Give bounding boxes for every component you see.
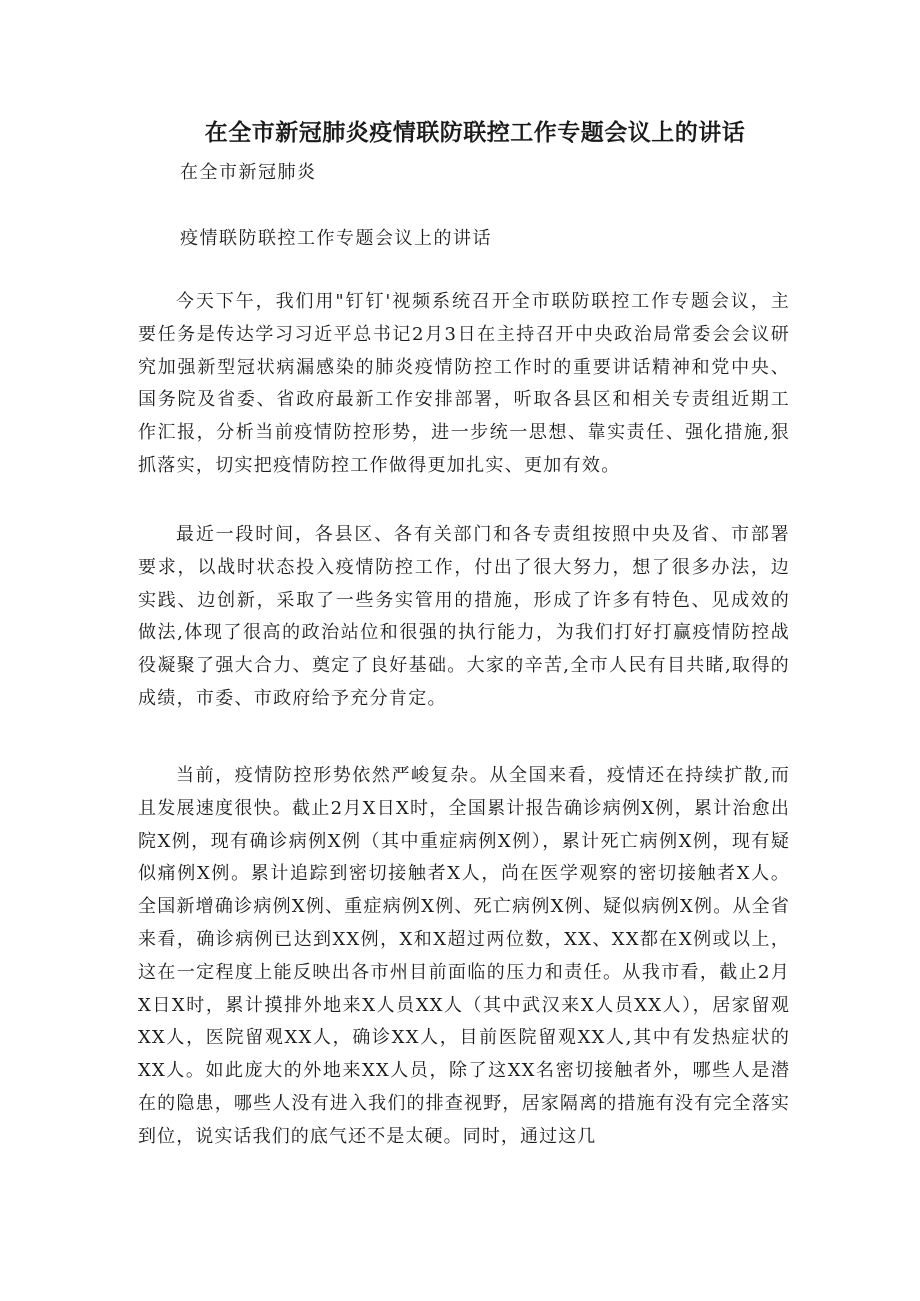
body-paragraph-2: 最近一段时间，各县区、各有关部门和各专责组按照中央及省、市部署要求，以战时状态投入疫情防控工作，付出了很大努力，想了很多办法，边实践、边创新，采取了一些务实管用的措施，形成了许多有特色、见成效的做法,体现了很高的政治站位和很强的执行能力，为我们打好打赢疫情防控战役凝聚了强大合力、奠定了良好基础。大家的辛苦,全市人民有目共睹,取得的成绩，市委、市政府给予充分肯定。 bbox=[138, 524, 790, 709]
document-title: 在全市新冠肺炎疫情联防联控工作专题会议上的讲话 bbox=[204, 120, 746, 146]
body-paragraph-3: 当前，疫情防控形势依然严峻复杂。从全国来看，疫情还在持续扩散,而且发展速度很快。截止2月X日X时，全国累计报告确诊病例X例，累计治愈出院X例，现有确诊病例X例（其中重症病例X例），累计死亡病例X例，现有疑似痛例X例。累计追踪到密切接触者X人，尚在医学观察的密切接触者X人。全国新增确诊病例X例、重症病例X例、死亡病例X例、疑似病例X例。从全省来看，确诊病例已达到XX例，X和X超过两位数，XX、XX都在X例或以上，这在一定程度上能反映出各市州目前面临的压力和责任。从我市看，截止2月X日X时，累计摸排外地来X人员XX人（其中武汉来X人员XX人），居家留观XX人，医院留观XX人，确诊XX人，目前医院留观XX人,其中有发热症状的XX人。如此庞大的外地来XX人员，除了这XX名密切接触者外，哪些人是潜在的隐患，哪些人没有进入我们的排查视野，居家隔离的措施有没有完全落实到位，说实话我们的底气还不是太硬。同时，通过这几 bbox=[138, 765, 790, 1147]
subtitle-line-2: 疫情联防联控工作专题会议上的讲话 bbox=[180, 228, 492, 249]
body-paragraph-1: 今天下午，我们用"钉钉'视频系统召开全市联防联控工作专题会议，主要任务是传达学习习近平总书记2月3日在主持召开中央政治局常委会会议研究加强新型冠状病漏感染的肺炎疫情防控工作时的重要讲话精神和党中央、国务院及省委、省政府最新工作安排部署，听取各县区和相关专责组近期工作汇报，分析当前疫情防控形势，进一步统一思想、靠实责任、强化措施,狠抓落实，切实把疫情防控工作做得更加扎实、更加有效。 bbox=[138, 291, 790, 476]
subtitle-line-1: 在全市新冠肺炎 bbox=[180, 162, 317, 183]
